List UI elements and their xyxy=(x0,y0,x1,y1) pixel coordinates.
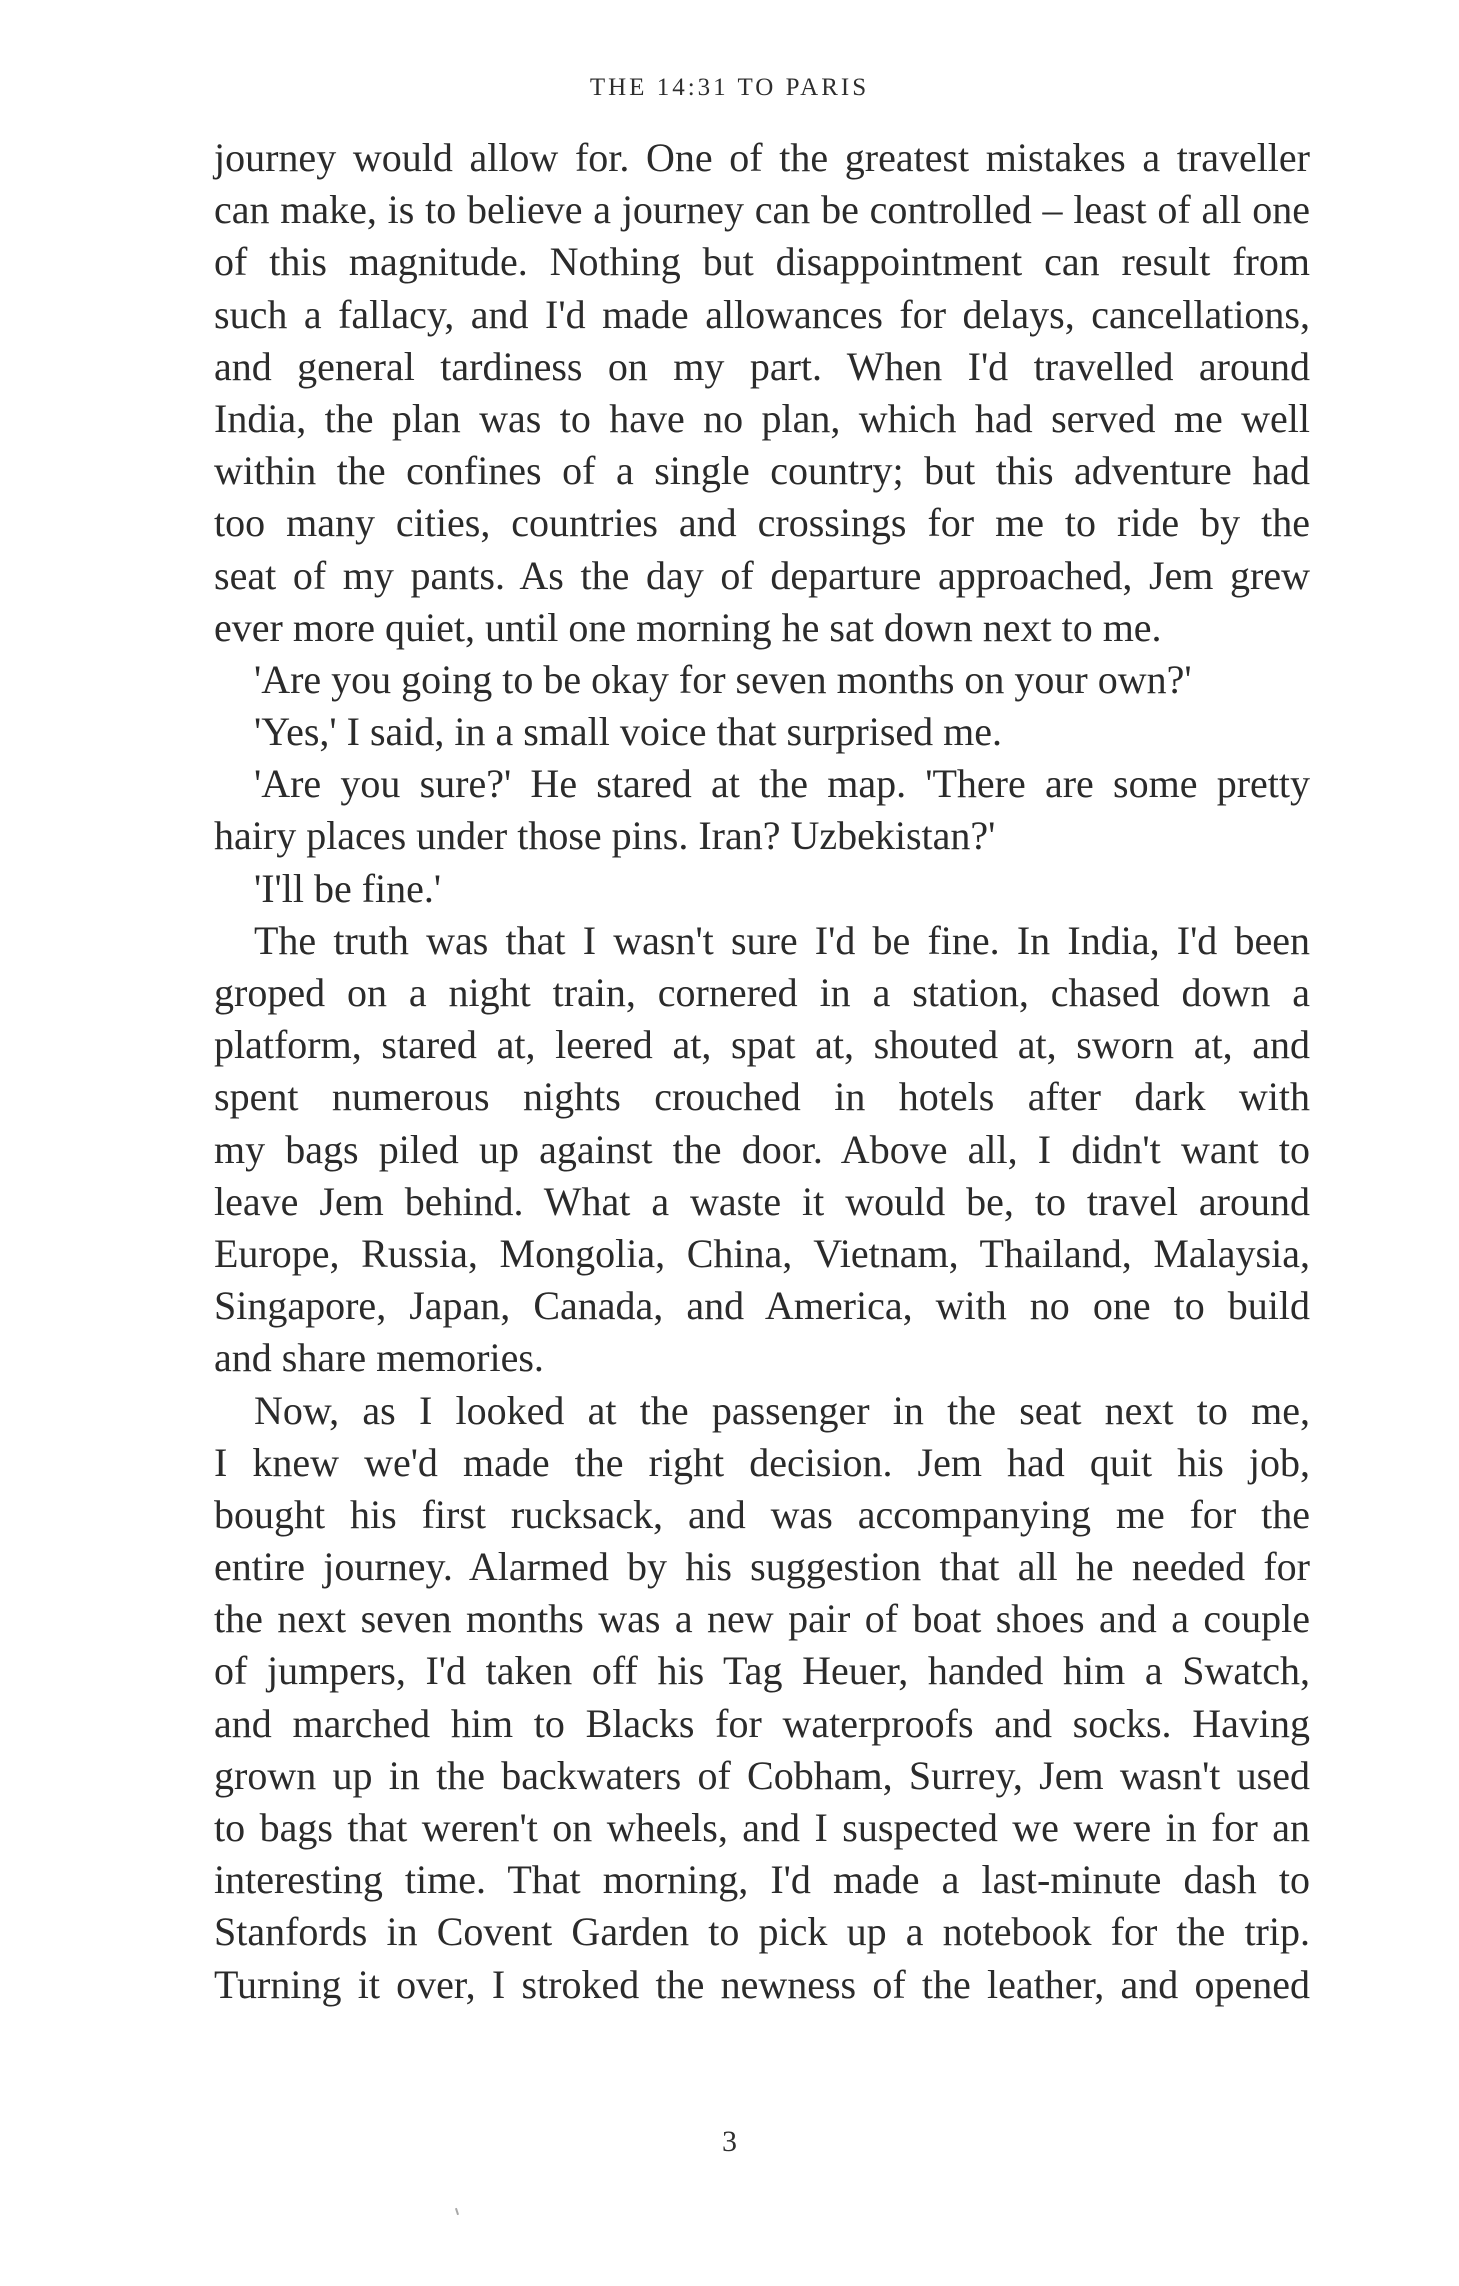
text-line: 'I'll be fine.' xyxy=(254,865,442,911)
page-number: 3 xyxy=(722,2125,737,2158)
text-line: of this magnitude. Nothing but disappointment can result from xyxy=(214,239,1310,285)
text-line: can make, is to believe a journey can be controlled – least of all one xyxy=(214,187,1310,233)
text-line: to bags that weren't on wheels, and I suspected we were in for an xyxy=(214,1805,1310,1850)
text-line: 'Are you going to be okay for seven months on your own?' xyxy=(254,656,1192,702)
scan-speck xyxy=(455,2208,459,2215)
running-head: THE 14:31 TO PARIS xyxy=(589,74,870,101)
text-line: platform, stared at, leered at, spat at, shouted at, sworn at, and xyxy=(214,1022,1310,1068)
text-line: Turning it over, I stroked the newness of the leather, and opened xyxy=(214,1961,1310,2007)
text-line: Singapore, Japan, Canada, and America, with no one to build xyxy=(214,1283,1310,1329)
text-line: within the confines of a single country; but this adventure had xyxy=(214,448,1310,494)
text-line: Stanfords in Covent Garden to pick up a notebook for the trip. xyxy=(214,1909,1310,1955)
body-text xyxy=(214,132,1310,2011)
text-line: groped on a night train, cornered in a station, chased down a xyxy=(214,970,1310,1015)
text-line: interesting time. That morning, I'd made a last-minute dash to xyxy=(214,1857,1310,1903)
text-line: of jumpers, I'd taken off his Tag Heuer, handed him a Swatch, xyxy=(214,1648,1310,1694)
text-line: the next seven months was a new pair of boat shoes and a couple xyxy=(214,1596,1310,1642)
text-line: Now, as I looked at the passenger in the seat next to me, xyxy=(254,1387,1310,1433)
text-line: ever more quiet, until one morning he sat down next to me. xyxy=(214,604,1162,650)
text-line: grown up in the backwaters of Cobham, Surrey, Jem wasn't used xyxy=(214,1752,1310,1798)
text-line: hairy places under those pins. Iran? Uzbekistan?' xyxy=(214,813,996,859)
text-line: 'Are you sure?' He stared at the map. 'There are some pretty xyxy=(254,761,1310,807)
text-line: seat of my pants. As the day of departure approached, Jem grew xyxy=(214,552,1310,598)
text-line: and marched him to Blacks for waterproofs and socks. Having xyxy=(214,1700,1310,1746)
text-line: and share memories. xyxy=(214,1335,544,1381)
text-line: The truth was that I wasn't sure I'd be fine. In India, I'd been xyxy=(254,917,1310,963)
text-line: Europe, Russia, Mongolia, China, Vietnam, Thailand, Malaysia, xyxy=(214,1230,1310,1276)
text-line: bought his first rucksack, and was accompanying me for the xyxy=(214,1491,1310,1537)
text-line: too many cities, countries and crossings for me to ride by the xyxy=(214,500,1310,546)
text-line: leave Jem behind. What a waste it would be, to travel around xyxy=(214,1178,1310,1224)
text-line: such a fallacy, and I'd made allowances for delays, cancellations, xyxy=(214,291,1310,337)
text-line: India, the plan was to have no plan, which had served me well xyxy=(214,395,1310,441)
text-line: 'Yes,' I said, in a small voice that surprised me. xyxy=(254,709,1003,755)
text-line: spent numerous nights crouched in hotels after dark with xyxy=(214,1074,1310,1120)
text-line: entire journey. Alarmed by his suggestion that all he needed for xyxy=(214,1544,1310,1590)
text-line: I knew we'd made the right decision. Jem had quit his job, xyxy=(214,1439,1310,1485)
text-line: my bags piled up against the door. Above all, I didn't want to xyxy=(214,1126,1310,1172)
text-line: and general tardiness on my part. When I'd travelled around xyxy=(214,343,1310,389)
text-line: journey would allow for. One of the greatest mistakes a traveller xyxy=(214,135,1310,180)
